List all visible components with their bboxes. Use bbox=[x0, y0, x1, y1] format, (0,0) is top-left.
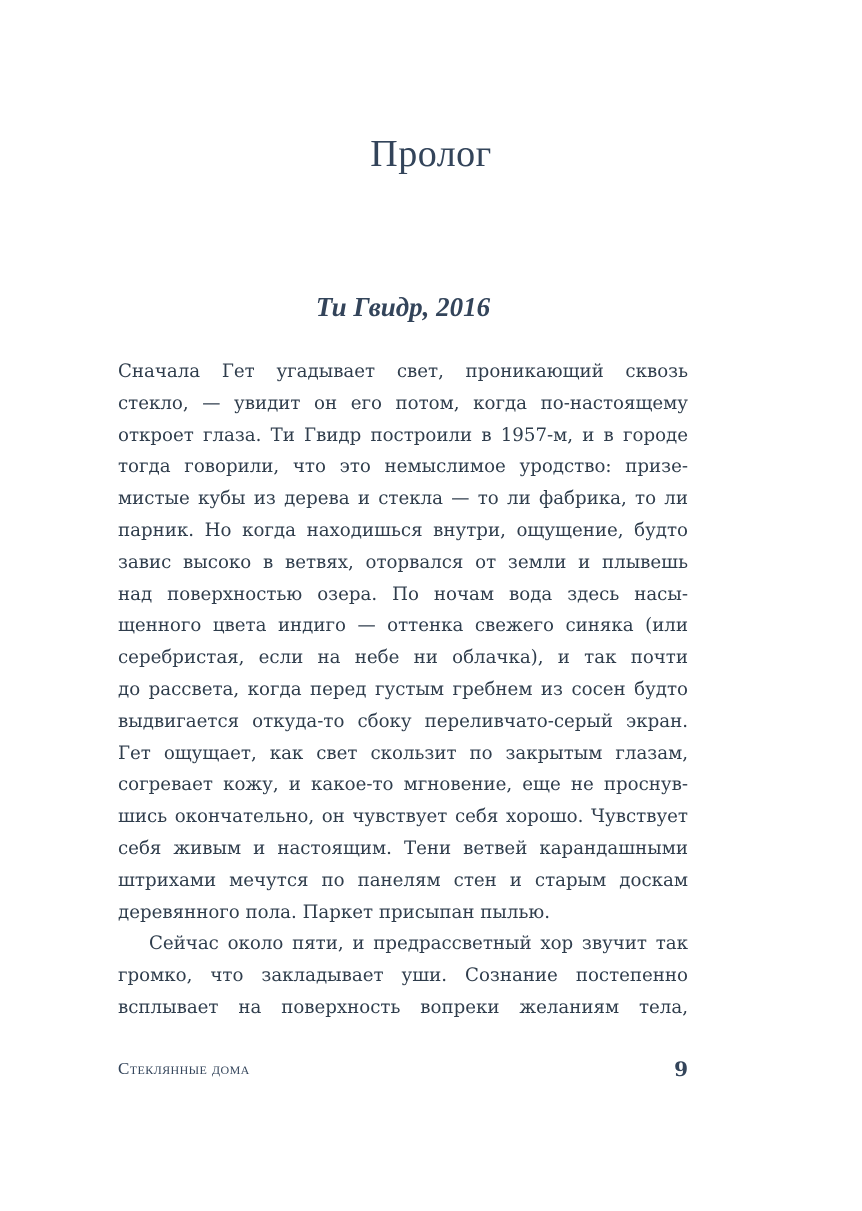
text-line: серебристая, если на небе ни облачка), и так почти bbox=[118, 647, 688, 669]
text-line: выдвигается откуда-то сбоку переливчато-серый экран. bbox=[118, 710, 688, 732]
body-text bbox=[118, 356, 688, 1024]
text-line: деревянного пола. Паркет присыпан пылью. bbox=[118, 901, 550, 923]
text-line: мистые кубы из дерева и стекла — то ли фабрика, то ли bbox=[118, 488, 688, 510]
section-heading: Ти Гвидр, 2016 bbox=[315, 292, 491, 322]
text-line: завис высоко в ветвях, оторвался от земли и плывешь bbox=[118, 551, 688, 573]
text-line: тогда говорили, что это немыслимое уродство: призе- bbox=[118, 456, 688, 478]
page-number: 9 bbox=[674, 1057, 688, 1081]
text-line: Сначала Гет угадывает свет, проникающий сквозь bbox=[118, 361, 688, 382]
text-line: Сейчас около пяти, и предрассветный хор звучит так bbox=[149, 933, 688, 955]
text-line: над поверхностью озера. По ночам вода здесь насы- bbox=[118, 583, 688, 605]
text-line: шись окончательно, он чувствует себя хорошо. Чувствует bbox=[118, 806, 688, 828]
text-line: штрихами мечутся по панелям стен и старым доскам bbox=[118, 869, 688, 891]
text-line: щенного цвета индиго — оттенка свежего синяка (или bbox=[118, 615, 688, 637]
text-line: до рассвета, когда перед густым гребнем из сосен будто bbox=[118, 678, 688, 700]
text-line: парник. Но когда находишься внутри, ощущение, будто bbox=[118, 519, 688, 541]
chapter-title: Пролог bbox=[370, 133, 492, 175]
text-line: откроет глаза. Ти Гвидр построили в 1957-м, и в городе bbox=[118, 424, 688, 446]
text-line: себя живым и настоящим. Тени ветвей карандашными bbox=[118, 837, 688, 859]
text-line: громко, что закладывает уши. Сознание постепенно bbox=[118, 965, 688, 987]
running-title: Стеклянные дома bbox=[118, 1059, 250, 1078]
text-line: стекло, — увидит он его потом, когда по-настоящему bbox=[118, 392, 688, 414]
paragraph-1 bbox=[118, 356, 688, 928]
text-line: всплывает на поверхность вопреки желаниям тела, bbox=[118, 996, 688, 1018]
paragraph-2 bbox=[118, 928, 688, 1023]
text-line: Гет ощущает, как свет скользит по закрытым глазам, bbox=[118, 742, 688, 764]
text-line: согревает кожу, и какое-то мгновение, еще не проснув- bbox=[118, 774, 688, 796]
